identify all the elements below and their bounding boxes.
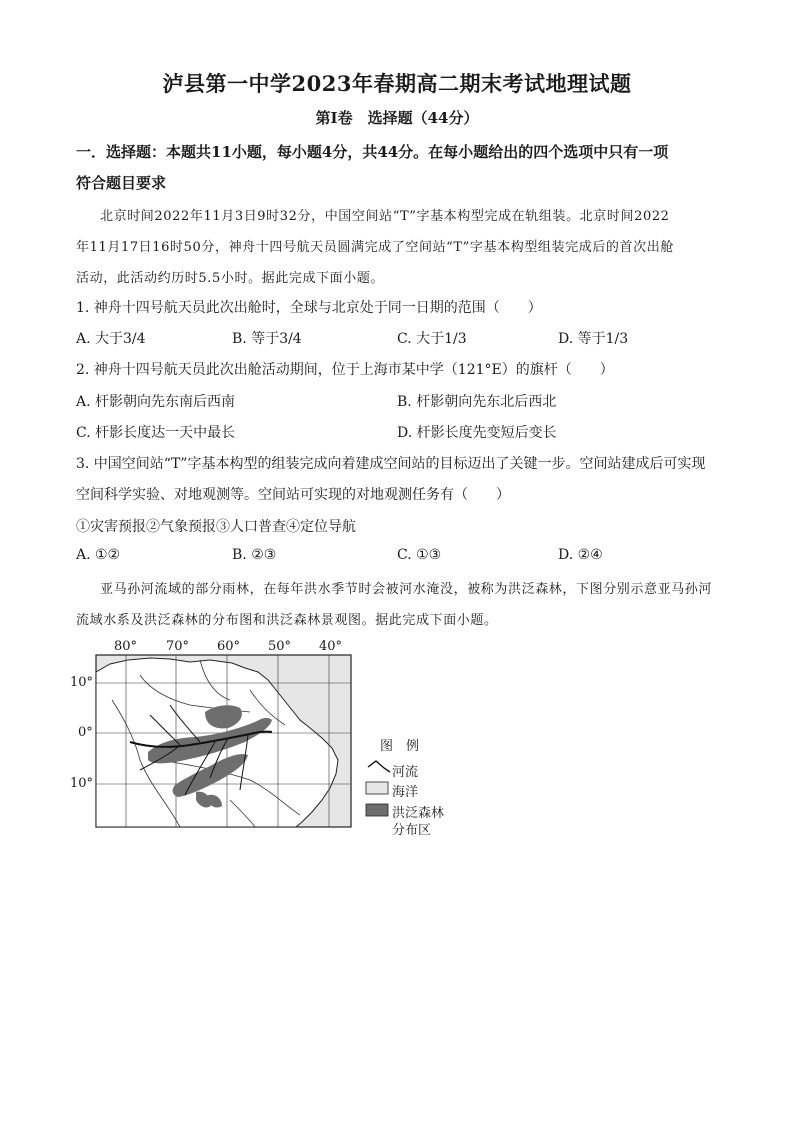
legend-forest-label-line1: 洪泛森林 [392, 806, 445, 821]
map-lon-label-70: 70° [166, 639, 190, 654]
question-2-option-a: A. 杆影朝向先东南后西南 [76, 394, 236, 410]
map-lon-label-40: 40° [319, 639, 343, 654]
question-1-option-a: A. 大于3/4 [76, 331, 146, 347]
question-2-option-b: B. 杆影朝向先东北后西北 [397, 394, 557, 410]
question-2-stem: 2. 神舟十四号航天员此次出舱活动期间，位于上海市某中学（121°E）的旗杆（ ） [76, 362, 614, 378]
question-3-stem-line2: 空间科学实验、对地观测等。空间站可实现的对地观测任务有（ ） [76, 487, 510, 503]
passage1-line3: 活动，此活动约历时5.5小时。据此完成下面小题。 [76, 271, 385, 286]
question-1-stem: 1. 神舟十四号航天员此次出舱时，全球与北京处于同一日期的范围（ ） [76, 300, 542, 316]
question-3-option-b: B. ②③ [232, 547, 277, 563]
legend-symbols [366, 761, 390, 816]
question-1-option-c: C. 大于1/3 [397, 331, 467, 347]
passage2-line1: 亚马孙河流域的部分雨林，在每年洪水季节时会被河水淹没，被称为洪泛森林，下图分别示意亚马孙河 [100, 582, 713, 597]
question-2-option-c: C. 杆影长度达一天中最长 [76, 425, 236, 441]
question-2-option-d: D. 杆影长度先变短后变长 [397, 425, 557, 441]
section-instruction-line1: 一．选择题：本题共11小题，每小题4分，共44分。在每小题给出的四个选项中只有一项 [76, 143, 669, 161]
legend-forest-symbol [366, 804, 388, 816]
passage2-line2: 流域水系及洪泛森林的分布图和洪泛森林景观图。据此完成下面小题。 [76, 613, 498, 628]
question-3-option-c: C. ①③ [397, 547, 442, 563]
legend-ocean-symbol [366, 782, 388, 794]
map-lat-label-10n: 10° [70, 675, 94, 690]
map-lat-label-10s: 10° [70, 776, 94, 791]
map-lon-label-50: 50° [268, 639, 292, 654]
map-lon-label-80: 80° [114, 639, 138, 654]
section-instruction-line2: 符合题目要求 [76, 174, 167, 192]
legend-river-label: 河流 [392, 765, 419, 780]
legend-ocean-label: 海洋 [392, 785, 419, 800]
section-subtitle: 第Ⅰ卷 选择题（44分） [315, 109, 479, 127]
passage1-line1: 北京时间2022年11月3日9时32分，中国空间站“T”字基本构型完成在轨组装。北京时间2022 [100, 209, 670, 224]
legend-forest-label-line2: 分布区 [392, 823, 432, 838]
question-3-option-d: D. ②④ [558, 547, 603, 563]
question-3-stem-line1: 3. 中国空间站“T”字基本构型的组装完成向着建成空间站的目标迈出了关键一步。空间站建成后可实现 [76, 456, 706, 472]
map-lon-label-60: 60° [217, 639, 241, 654]
page-title: 泸县第一中学2023年春期高二期末考试地理试题 [162, 71, 632, 96]
question-3-items: ①灾害预报②气象预报③人口普查④定位导航 [76, 519, 356, 535]
passage1-line2: 年11月17日16时50分，神舟十四号航天员圆满完成了空间站“T”字基本构型组装完成后的首次出舱 [76, 240, 674, 255]
question-1-option-b: B. 等于3/4 [232, 331, 302, 347]
map-lat-label-0: 0° [78, 725, 93, 740]
question-3-option-a: A. ①② [76, 547, 121, 563]
question-1-option-d: D. 等于1/3 [558, 331, 629, 347]
legend-river-symbol [368, 761, 390, 772]
legend-title: 图 例 [380, 739, 420, 754]
